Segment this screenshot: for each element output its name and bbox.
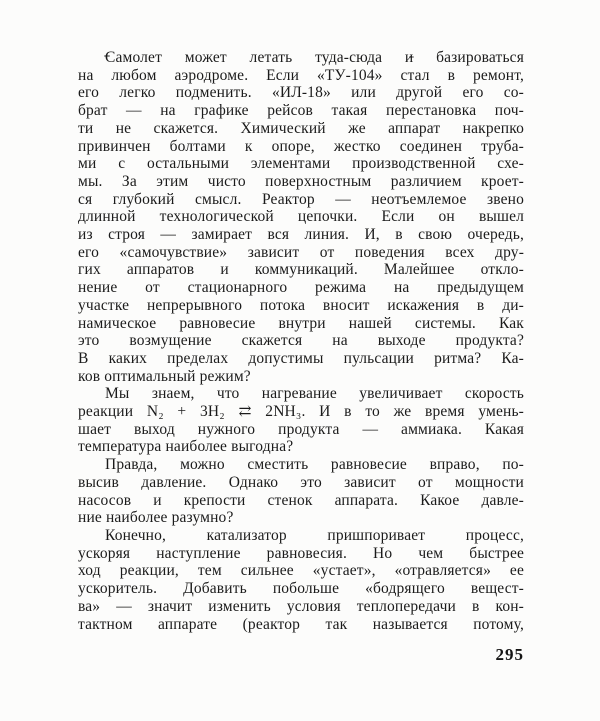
- text-line: это возмущение скажется на выходе продукта?: [78, 332, 524, 350]
- text-line: высив давление. Однако это зависит от мощности: [78, 473, 524, 491]
- page-number: 295: [495, 645, 524, 664]
- text-line: нение от стационарного режима на предыдущем: [78, 279, 524, 297]
- text-line: тактном аппарате (реактор так называется потому,: [78, 615, 524, 633]
- text-line-formula: реакции N₂ + 3H₂ ⇄ 2NH₃. И в то же время умень-: [78, 403, 524, 421]
- text-line: Правда, можно сместить равновесие вправо, по-: [105, 456, 524, 474]
- text-line: Конечно, катализатор пришпоривает процесс,: [105, 526, 524, 544]
- text-line: длинной технологической цепочки. Если он вышел: [78, 208, 524, 226]
- text-line: брат — на графике рейсов такая перестановка поч-: [78, 102, 524, 120]
- text-line: Самолет может летать туда-сюда и базироваться: [105, 49, 524, 66]
- text-line: гих аппаратов и коммуникаций. Малейшее откло-: [78, 261, 524, 279]
- text-line: его «самочувствие» зависит от поведения всех дру-: [78, 243, 524, 261]
- text-line: температура наиболее выгодна?: [78, 438, 294, 456]
- text-line: ускоряя наступление равновесия. Но чем быстрее: [78, 544, 524, 562]
- text-line: его легко подменить. «ИЛ-18» или другой его со-: [78, 84, 524, 102]
- text-line: ход реакции, тем сильнее «устает», «отравляется» ее: [78, 562, 524, 580]
- text-line: В каких пределах допустимы пульсации ритма? Ка-: [78, 349, 524, 367]
- text-line: ми с остальными элементами производственной схе-: [78, 155, 524, 173]
- text-line: ти не скажется. Химический же аппарат накрепко: [78, 119, 524, 137]
- text-line: ся глубокий смысл. Реактор — неотъемлемое звено: [78, 190, 524, 208]
- text-line: привинчен болтами к опоре, жестко соединен труба-: [78, 137, 524, 155]
- text-line: мы. За этим чисто поверхностным различием кроет-: [78, 172, 524, 190]
- text-line: Мы знаем, что нагревание увеличивает скорость: [105, 385, 524, 403]
- text-line: намическое равновесие внутри нашей системы. Как: [78, 314, 524, 332]
- text-line: шает выход нужного продукта — аммиака. Какая: [78, 420, 524, 438]
- page-text: [78, 49, 524, 633]
- text-line: на любом аэродроме. Если «ТУ-104» стал в ремонт,: [78, 66, 524, 84]
- text-line: из строя — замирает вся линия. И, в свою очередь,: [78, 226, 524, 244]
- text-line: насосов и крепости стенок аппарата. Какое давле-: [78, 491, 524, 509]
- text-line: ва» — значит изменить условия теплопередачи в кон-: [78, 597, 524, 615]
- text-line: участке непрерывного потока вносит искажения в ди-: [78, 296, 524, 314]
- text-line: ние наиболее разумно?: [78, 509, 234, 527]
- text-line: ков оптимальный режим?: [78, 367, 251, 385]
- text-line: ускоритель. Добавить побольше «бодрящего вещест-: [78, 580, 524, 598]
